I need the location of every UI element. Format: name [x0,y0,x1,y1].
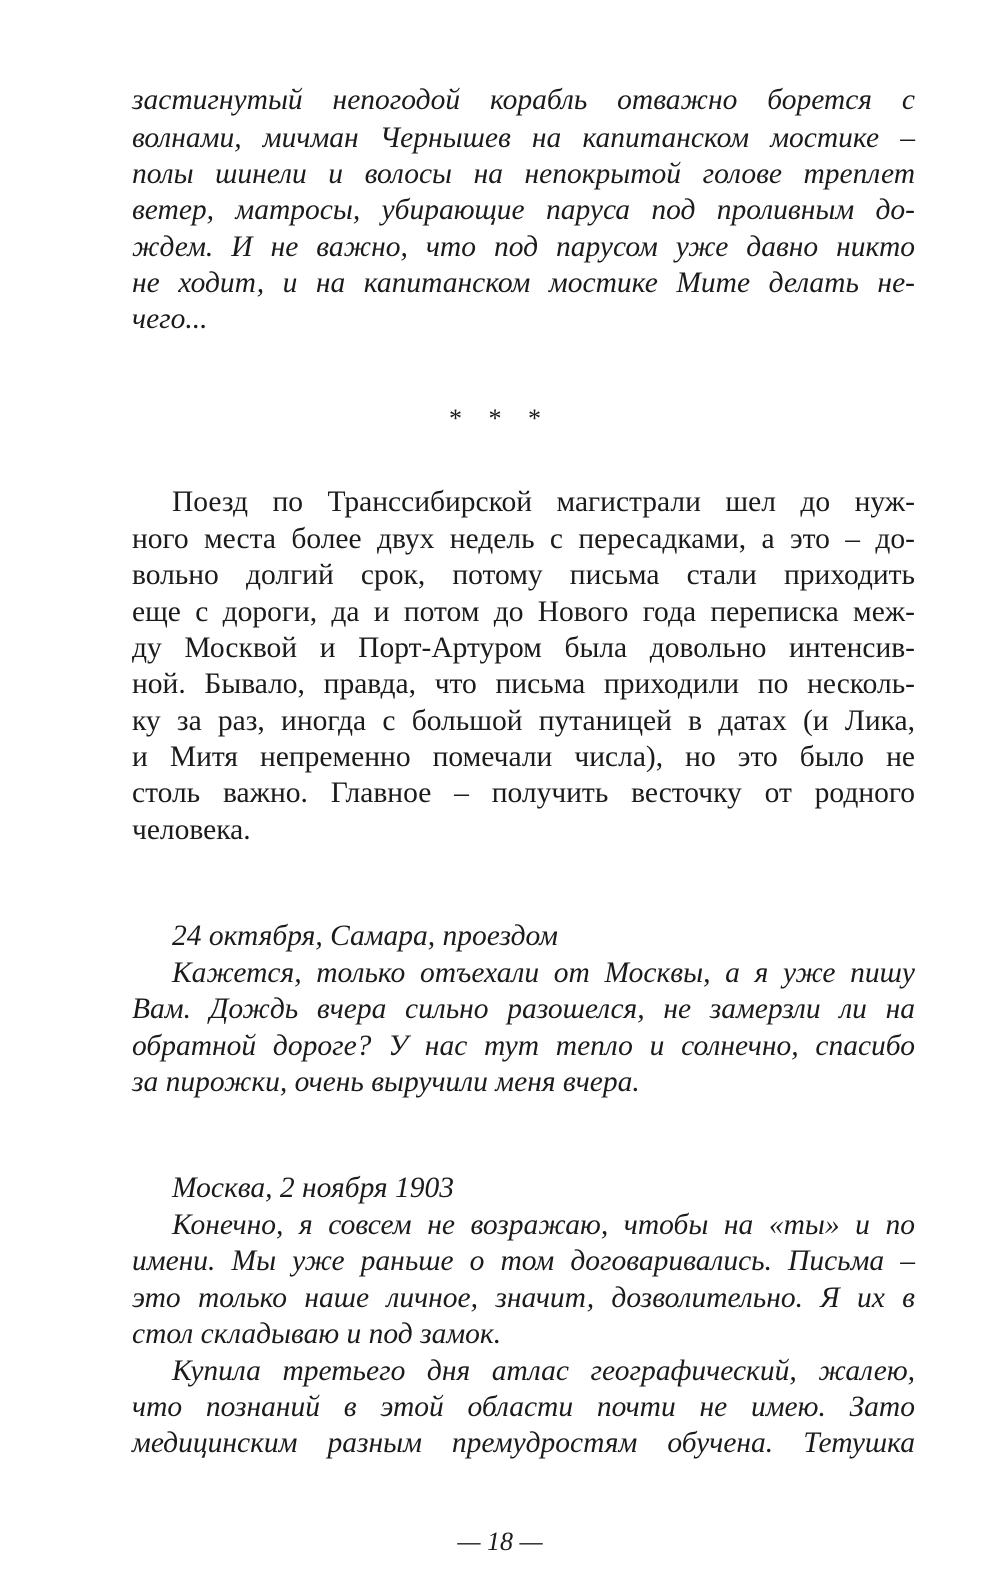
text-line: ду Москвой и Порт-Артуром была довольно интенсив- [132,632,915,664]
text-line: ной. Бывало, правда, что письма приходили по несколь- [132,668,915,700]
page-number: — 18 — [457,1527,543,1556]
text-line: и Митя непременно помечали числа), но это было не [132,741,915,773]
text-line: ветер, матросы, убирающие паруса под проливным до- [132,194,915,226]
text-line: Вам. Дождь вчера сильно разошелся, не замерзли ли на [132,993,915,1025]
text-line: что познаний в этой области почти не имею. Зато [132,1391,915,1423]
text-line: стол складываю и под замок. [132,1318,502,1350]
text-line: полы шинели и волосы на непокрытой голове треплет [132,158,915,190]
text-line: столь важно. Главное – получить весточку от родного [132,777,915,809]
text-line: медицинским разным премудростям обучена. Тетушка [132,1427,915,1459]
text-line: Конечно, я совсем не возражаю, чтобы на «ты» и по [172,1209,915,1241]
letter-heading: Москва, 2 ноября 1903 [172,1172,455,1204]
section-separator: * * * [449,404,551,433]
text-line: ного места более двух недель с пересадками, а это – до- [132,523,915,555]
text-line: имени. Мы уже раньше о том договаривались. Письма – [132,1245,915,1277]
text-line: чего... [132,303,208,335]
text-line: ждем. И не важно, что под парусом уже давно никто [132,231,915,263]
text-line: это только наше личное, значит, дозволительно. Я их в [132,1282,915,1314]
text-line: волнами, мичман Чернышев на капитанском мостике – [132,122,915,154]
text-line: ку за раз, иногда с большой путаницей в датах (и Лика, [132,705,915,737]
text-line: застигнутый непогодой корабль отважно борется с [132,84,915,116]
text-line: за пирожки, очень выручили меня вчера. [132,1066,640,1098]
text-line: не ходит, и на капитанском мостике Мите делать не- [132,267,915,299]
text-line: человека. [132,814,251,846]
text-line: обратной дороге? У нас тут тепло и солнечно, спасибо [132,1030,915,1062]
text-line: вольно долгий срок, потому письма стали приходить [132,559,915,591]
text-line: Поезд по Транссибирской магистрали шел до нуж- [172,486,915,518]
text-line: еще с дороги, да и потом до Нового года переписка меж- [132,596,915,628]
text-line: Купила третьего дня атлас географический, жалею, [172,1355,915,1387]
text-line: Кажется, только отъехали от Москвы, а я уже пишу [172,957,915,989]
letter-heading: 24 октября, Самара, проездом [172,920,558,952]
